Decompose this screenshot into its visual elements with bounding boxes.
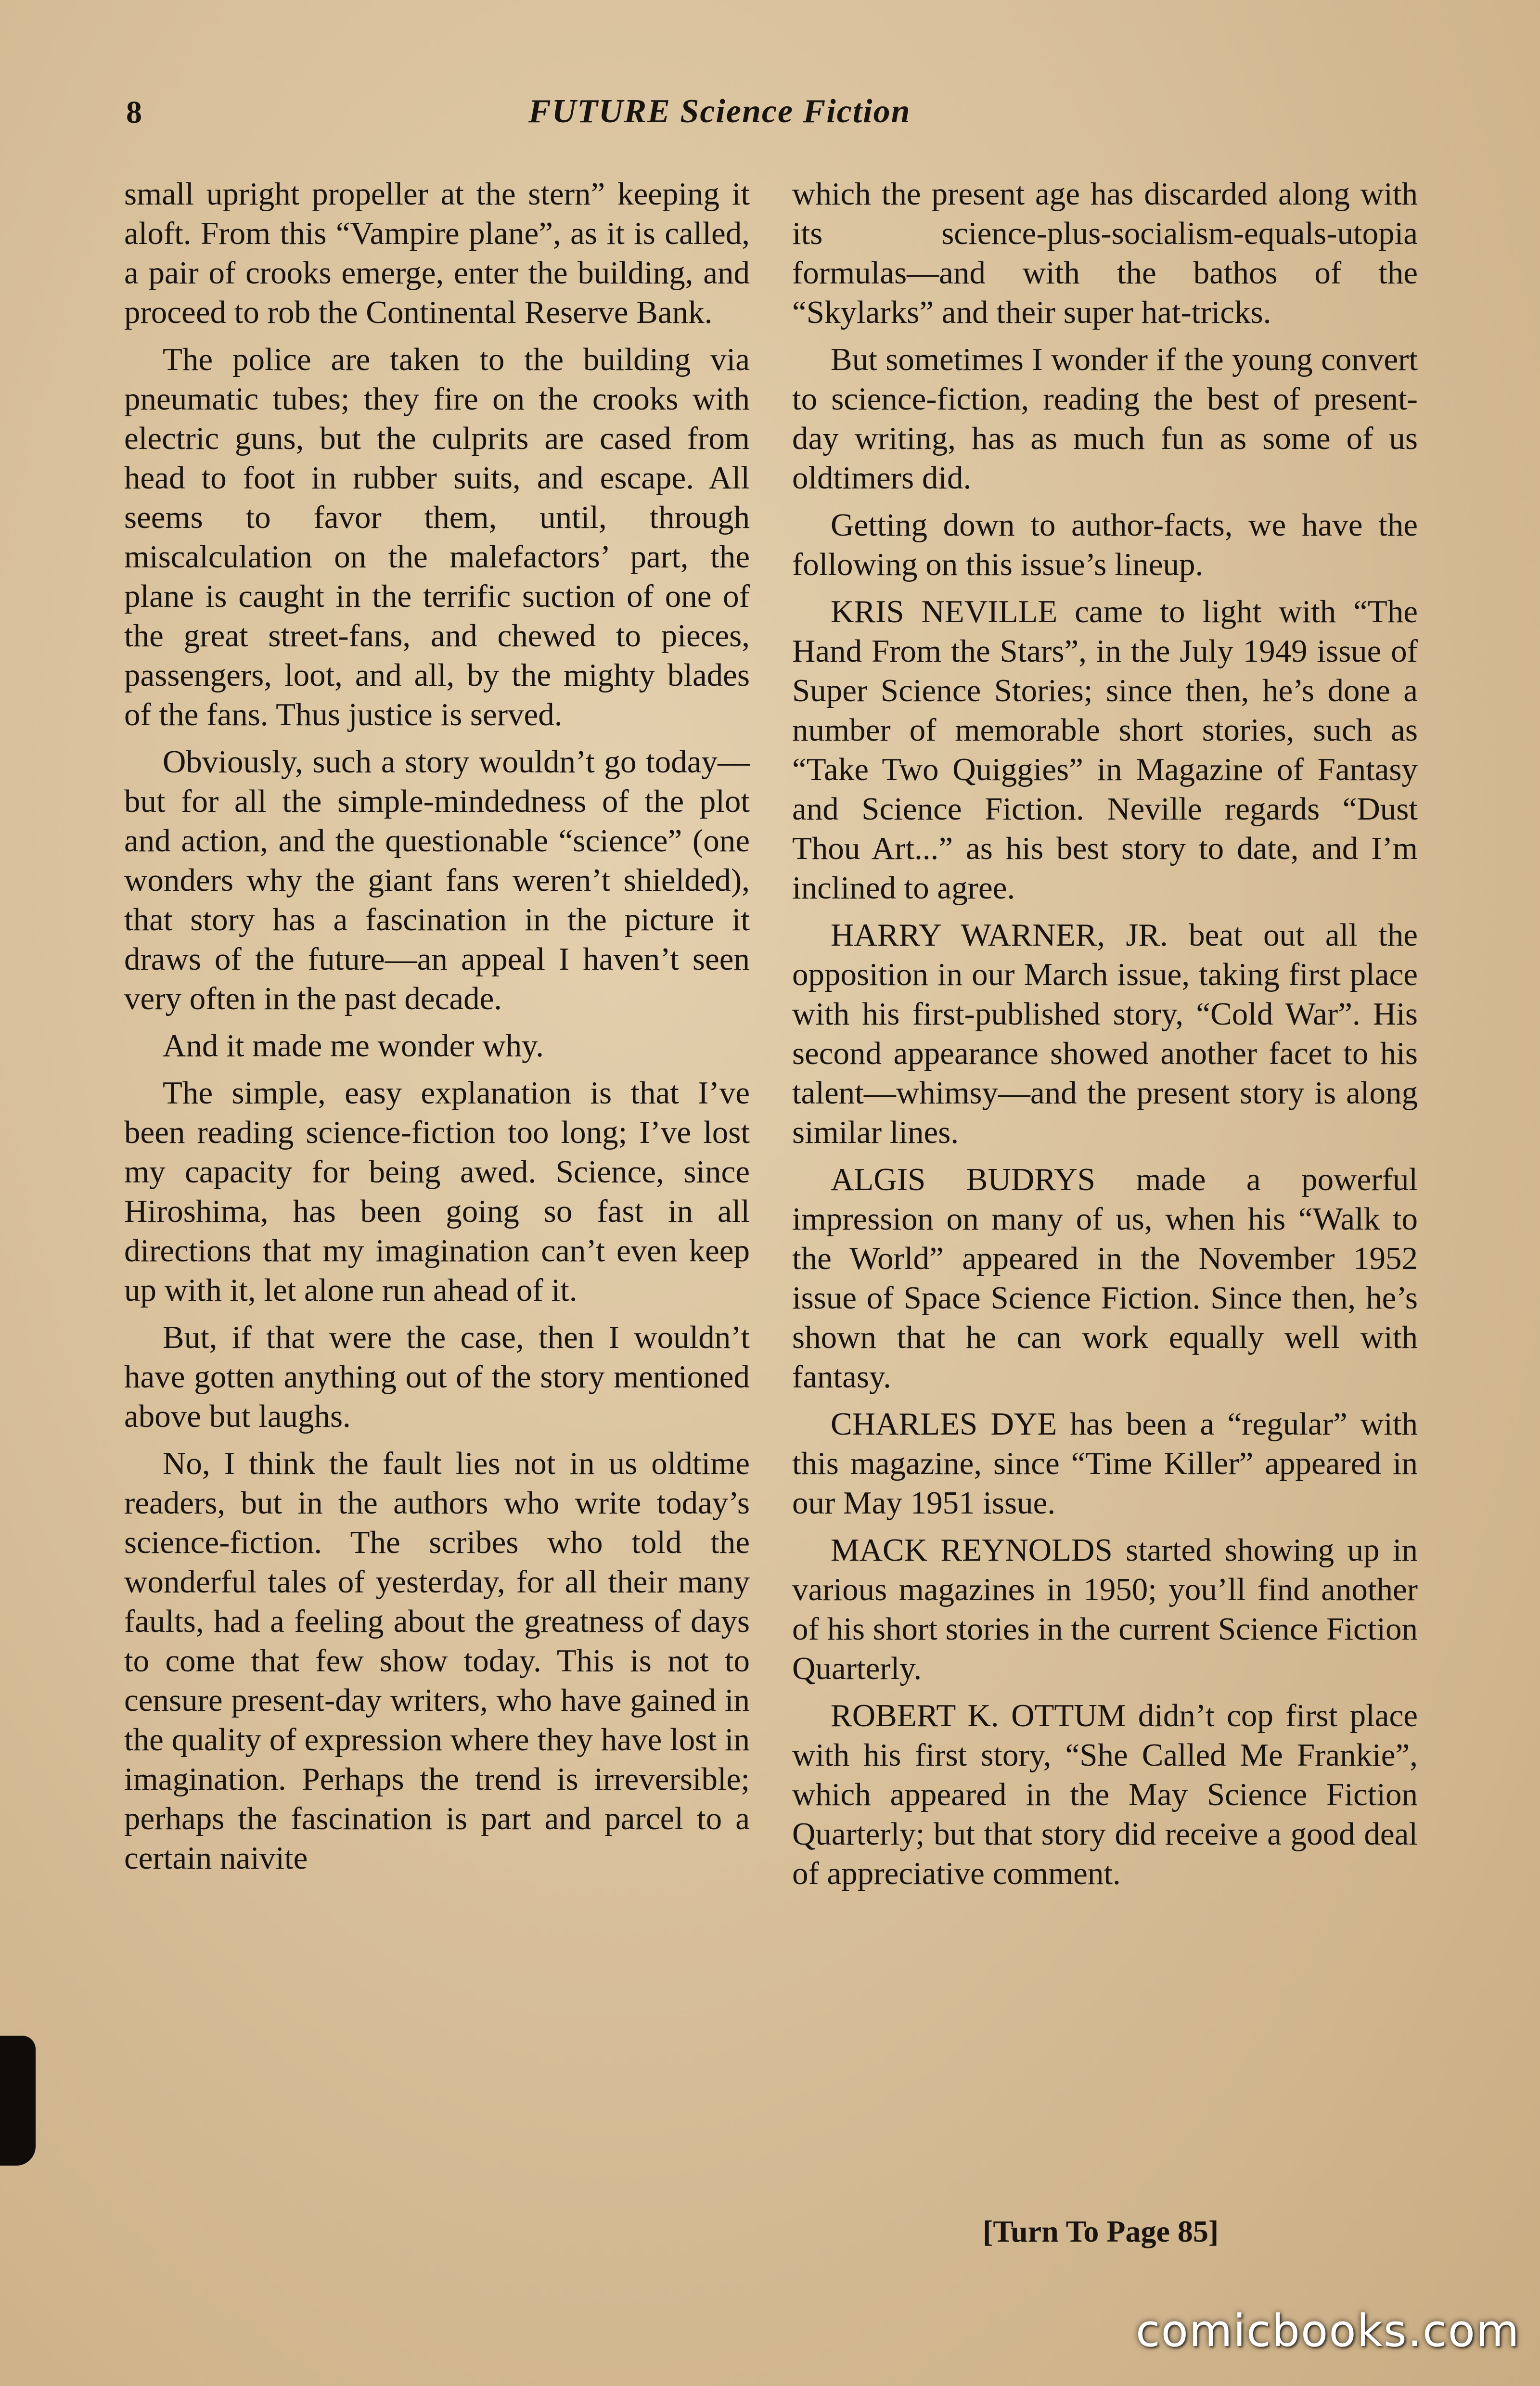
paragraph: MACK REYNOLDS started showing up in various magazines in 1950; you’ll find another of his short stories in the current Science Fiction Quarterly.: [792, 1532, 1418, 1686]
running-head: FUTURE Science Fiction: [528, 93, 911, 130]
paragraph: But sometimes I wonder if the young convert to science-fiction, reading the best of present-day writing, has as much fun as some of us oldtimers did.: [792, 342, 1418, 496]
left-column: [124, 174, 750, 1886]
right-column: [792, 174, 1418, 1901]
paragraph: small upright propeller at the stern” keeping it aloft. From this “Vampire plane”, as it is called, a pair of crooks emerge, enter the building, and proceed to rob the Continental Reserve Bank.: [124, 176, 750, 330]
page-number: 8: [126, 95, 142, 130]
paragraph: Obviously, such a story wouldn’t go today—but for all the simple-mindedness of the plot and action, and the questionable “science” (one wonders why the giant fans weren’t shielded), that story has a fascination in the picture it draws of the future—an appeal I haven’t seen very often in the past decade.: [124, 744, 750, 1016]
paragraph: HARRY WARNER, JR. beat out all the opposition in our March issue, taking first place with his first-published story, “Cold War”. His second appearance showed another facet to his talent—whimsy—and the present story is along similar lines.: [792, 917, 1418, 1150]
watermark: comicbooks.com: [1136, 2305, 1520, 2357]
paragraph: The police are taken to the building via pneumatic tubes; they fire on the crooks with electric guns, but the culprits are cased from head to foot in rubber suits, and escape. All seems to favor them, until, through miscalculation on the malefactors’ part, the plane is caught in the terrific suction of one of the great street-fans, and chewed to pieces, passengers, loot, and all, by the mighty blades of the fans. Thus justice is served.: [124, 342, 750, 732]
paragraph: Getting down to author-facts, we have the following on this issue’s lineup.: [792, 507, 1418, 582]
continuation-note: [Turn To Page 85]: [983, 2214, 1219, 2248]
paragraph: ROBERT K. OTTUM didn’t cop first place with his first story, “She Called Me Frankie”, which appeared in the May Science Fiction Quarterly; but that story did receive a good deal of appreciative comment.: [792, 1698, 1418, 1891]
paragraph: The simple, easy explanation is that I’ve been reading science-fiction too long; I’ve lost my capacity for being awed. Science, since Hiroshima, has been going so fast in all directions that my imagination can’t even keep up with it, let alone run ahead of it.: [124, 1075, 750, 1308]
paragraph: KRIS NEVILLE came to light with “The Hand From the Stars”, in the July 1949 issue of Super Science Stories; since then, he’s done a number of memorable short stories, such as “Take Two Quiggies” in Magazine of Fantasy and Science Fiction. Neville regards “Dust Thou Art...” as his best story to date, and I’m inclined to agree.: [792, 594, 1418, 906]
paragraph: And it made me wonder why.: [163, 1028, 544, 1064]
paragraph: ALGIS BUDRYS made a powerful impression on many of us, when his “Walk to the World” appeared in the November 1952 issue of Space Science Fiction. Since then, he’s shown that he can work equally well with fantasy.: [792, 1162, 1418, 1395]
paragraph: No, I think the fault lies not in us oldtime readers, but in the authors who write today’s science-fiction. The scribes who told the wonderful tales of yesterday, for all their many faults, had a feeling about the greatness of days to come that few show today. This is not to censure present-day writers, who have gained in the quality of expression where they have lost in imagination. Perhaps the trend is irreversible; perhaps the fascination is part and parcel to a certain naivite: [124, 1446, 750, 1876]
paragraph: CHARLES DYE has been a “regular” with this magazine, since “Time Killer” appeared in our May 1951 issue.: [792, 1406, 1418, 1521]
paragraph: which the present age has discarded along with its science-plus-socialism-equals-utopia formulas—and with the bathos of the “Skylarks” and their super hat-tricks.: [792, 176, 1418, 330]
paragraph: But, if that were the case, then I wouldn’t have gotten anything out of the story mentioned above but laughs.: [124, 1320, 750, 1434]
page-edge-damage: [0, 2036, 36, 2166]
